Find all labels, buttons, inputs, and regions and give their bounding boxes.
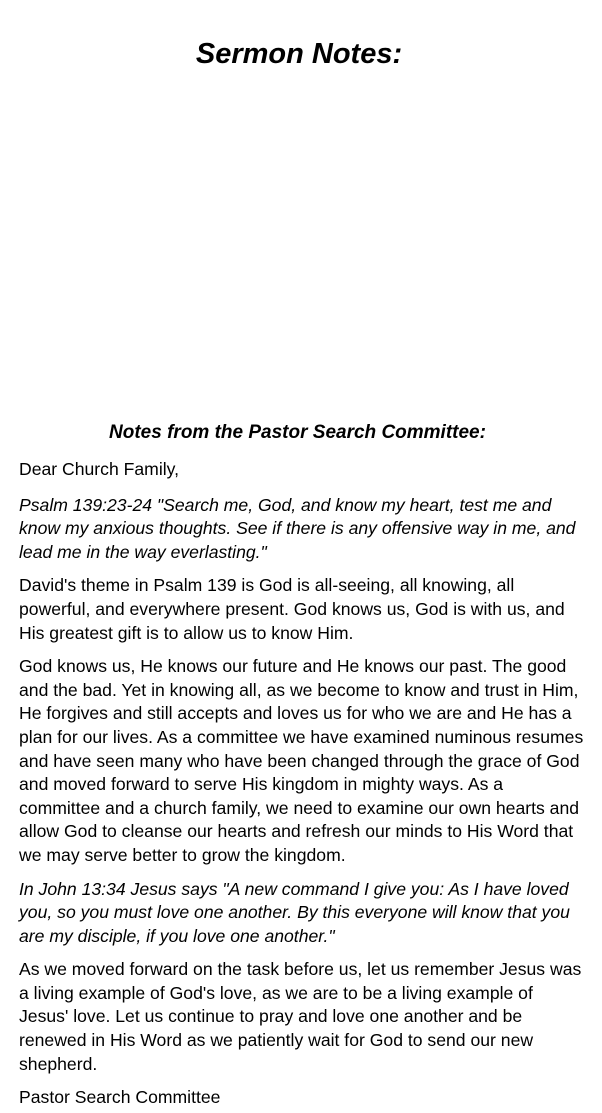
body-paragraph: As we moved forward on the task before us, let us remember Jesus was a living example of God's love, as we are to be a living example of Jesus' love. Let us continue to pray and love one another and be renewed in His Word as we patiently wait for God to send our new shepherd. <box>19 959 582 1074</box>
committee-notes-section <box>19 421 584 1110</box>
sermon-notes-title: Sermon Notes: <box>195 38 403 70</box>
scripture-john-quote: In John 13:34 Jesus says "A new command I give you: As I have loved you, so you must love one another. By this everyone will know that you are my disciple, if you love one another." <box>19 878 570 946</box>
body-paragraph: God knows us, He knows our future and He knows our past. The good and the bad. Yet in knowing all, as we become to know and trust in Him, He forgives and still accepts and loves us for who we are and He has a plan for our lives. As a committee we have examined numinous resumes and have seen many who have been changed through the grace of God and moved forward to serve His kingdom in mighty ways. As a committee and a church family, we need to examine our own hearts and allow God to cleanse our hearts and refresh our minds to His Word that we may serve better to grow the kingdom. <box>19 656 584 865</box>
signature: Pastor Search Committee <box>19 1087 221 1108</box>
scripture-psalm-quote: Psalm 139:23-24 "Search me, God, and know my heart, test me and know my anxious thoughts. See if there is any offensive way in me, and lead me in the way everlasting." <box>19 494 576 562</box>
committee-notes-heading: Notes from the Pastor Search Committee: <box>109 422 486 443</box>
greeting: Dear Church Family, <box>19 459 180 479</box>
body-paragraph: David's theme in Psalm 139 is God is all-seeing, all knowing, all powerful, and everywhere present. God knows us, God is with us, and His greatest gift is to allow us to know Him. <box>19 575 565 643</box>
sermon-notes-blank-area <box>0 90 602 410</box>
